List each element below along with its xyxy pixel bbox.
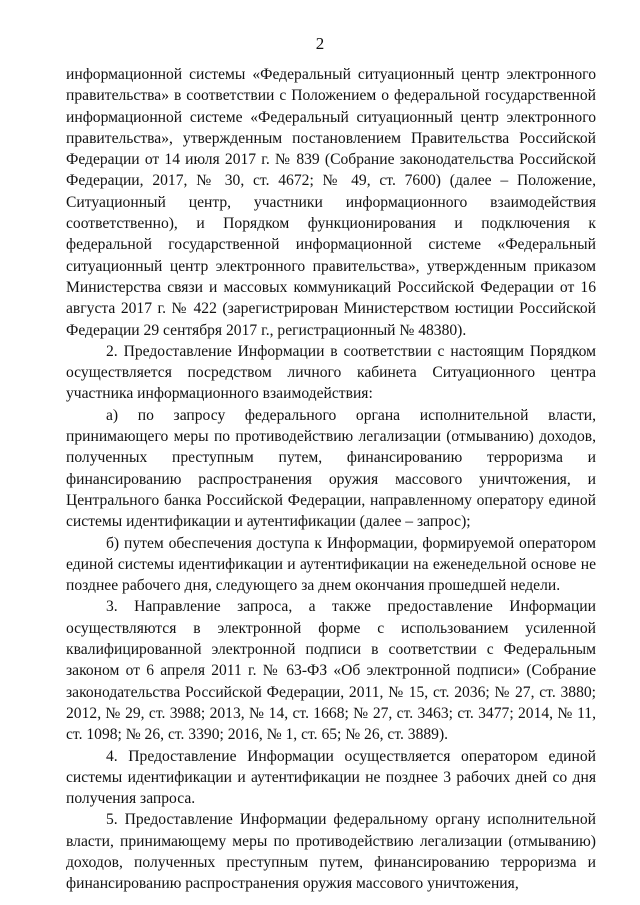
paragraph-2b: б) путем обеспечения доступа к Информации, формируемой оператором единой системы идентификации и аутентификации на еженедельной основе не позднее рабочего дня, следующего за днем окончания прошедшей недели. bbox=[66, 534, 596, 595]
document-body bbox=[66, 64, 596, 895]
paragraph-3: 3. Направление запроса, а также предоставление Информации осуществляются в электронной форме с использованием усиленной квалифицированной электронной подписи в соответствии с Федеральным законом от 6 апреля 2011 г. № 63-ФЗ «Об электронной подписи» (Собрание законодательства Российской Федерации, 2011, № 15, ст. 2036; № 27, ст. 3880; 2012, № 29, ст. 3988; 2013, № 14, ст. 1668; № 27, ст. 3463; ст. 3477; 2014, № 11, ст. 1098; № 26, ст. 3390; 2016, № 1, ст. 65; № 26, ст. 3889). bbox=[66, 598, 596, 744]
paragraph-continuation: информационной системы «Федеральный ситуационный центр электронного правительства» в соответствии с Положением о федеральной государственной информационной системе «Федеральный ситуационный центр электронного правительства», утвержденным постановлением Правительства Российской Федерации от 14 июля 2017 г. № 839 (Собрание законодательства Российской Федерации, 2017, № 30, ст. 4672; № 49, ст. 7600) (далее – Положение, Ситуационный центр, участники информационного взаимодействия соответственно), и Порядком функционирования и подключения к федеральной государственной информационной системе «Федеральный ситуационный центр электронного правительства», утвержденным приказом Министерства связи и массовых коммуникаций Российской Федерации от 16 августа 2017 г. № 422 (зарегистрирован Министерством юстиции Российской Федерации 29 сентября 2017 г., регистрационный № 48380). bbox=[66, 66, 596, 339]
paragraph-5: 5. Предоставление Информации федеральному органу исполнительной власти, принимающему меры по противодействию легализации (отмыванию) доходов, полученных преступным путем, финансированию терроризма и финансированию распространения оружия массового уничтожения, bbox=[66, 811, 596, 893]
page-number: 2 bbox=[315, 34, 325, 53]
paragraph-2a: а) по запросу федерального органа исполнительной власти, принимающего меры по противодействию легализации (отмыванию) доходов, полученных преступным путем, финансированию терроризма и финансированию распространения оружия массового уничтожения, и Центрального банка Российской Федерации, направленному оператору единой системы идентификации и аутентификации (далее – запрос); bbox=[66, 406, 596, 531]
paragraph-2: 2. Предоставление Информации в соответствии с настоящим Порядком осуществляется посредством личного кабинета Ситуационного центра участника информационного взаимодействия: bbox=[66, 342, 596, 403]
paragraph-4: 4. Предоставление Информации осуществляется оператором единой системы идентификации и аутентификации не позднее 3 рабочих дней со дня получения запроса. bbox=[66, 747, 596, 808]
